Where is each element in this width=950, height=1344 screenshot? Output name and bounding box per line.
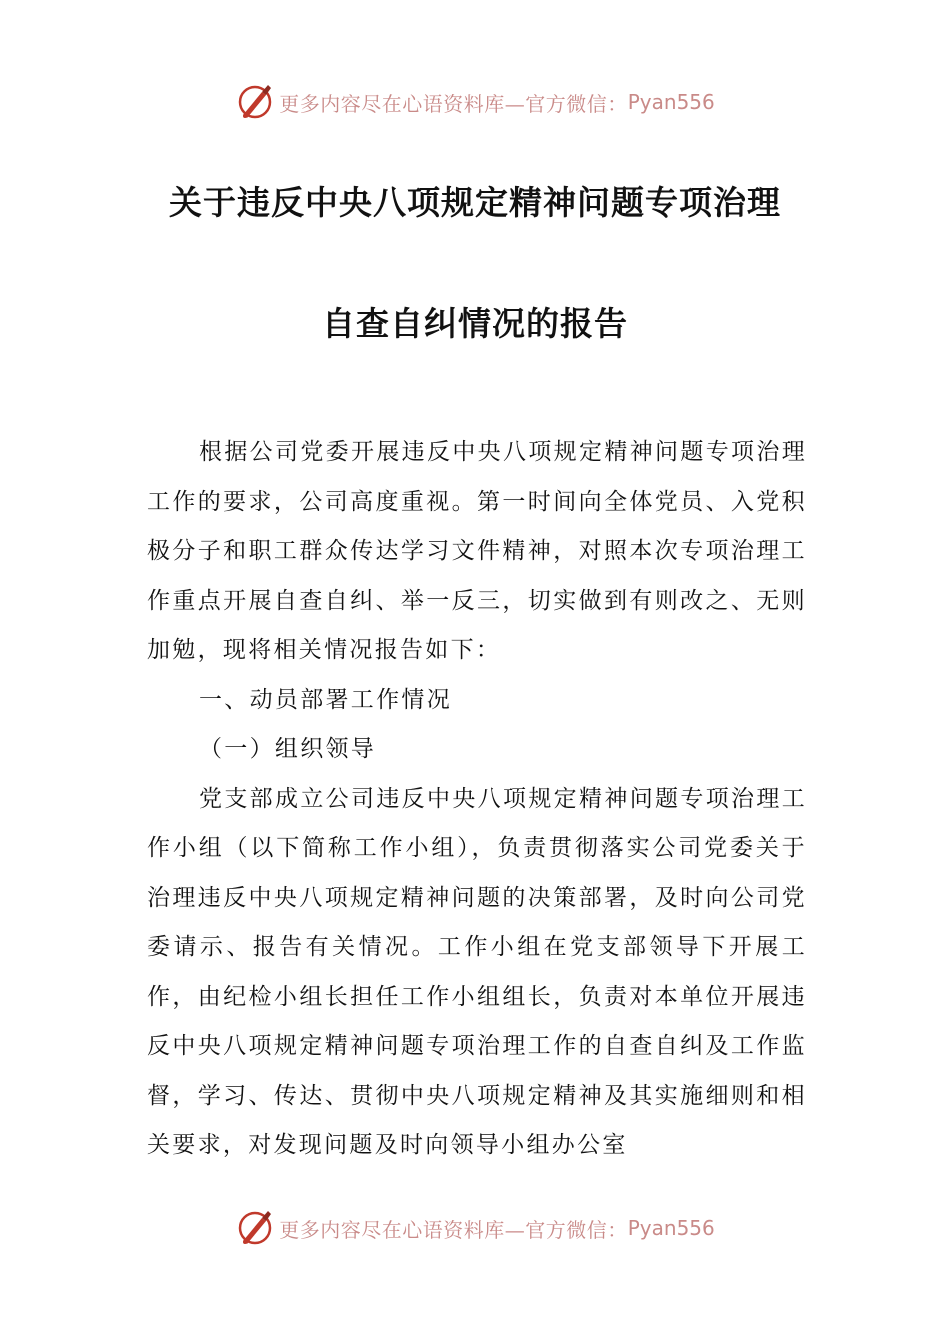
footer-watermark-banner — [0, 1206, 950, 1250]
promo-text: 更多内容尽在心语资料库—官方微信： — [279, 1217, 628, 1242]
document-title-line-2: 自查自纠情况的报告 — [322, 304, 628, 343]
section-heading: 一、动员部署工作情况 — [199, 686, 452, 713]
document-title-line-1: 关于违反中央八项规定精神问题专项治理 — [169, 183, 781, 222]
promo-text: 更多内容尽在心语资料库—官方微信： — [279, 91, 628, 116]
subsection-heading: （一）组织领导 — [199, 736, 377, 762]
pen-logo-icon — [235, 1208, 275, 1248]
header-watermark-banner — [0, 80, 950, 124]
body-paragraph: 党支部成立公司违反中央八项规定精神问题专项治理工作小组（以下简称工作小组），负责贯彻落实公司党委关于治理违反中央八项规定精神问题的决策部署，及时向公司党委请示、报告有关情况。工作小组在党支部领导下开展工作，由纪检小组长担任工作小组组长，负责对本单位开展违反中央八项规定精神问题专项治理工作的自查自纠及工作监督，学习、传达、贯彻中央八项规定精神及其实施细则和相关要求，对发现问题及时向领导小组办公室 — [147, 785, 807, 1158]
document-body — [147, 428, 807, 1171]
wechat-id: Pyan556 — [627, 1216, 715, 1240]
pen-logo-icon — [235, 82, 275, 122]
body-paragraph: 根据公司党委开展违反中央八项规定精神问题专项治理工作的要求，公司高度重视。第一时间向全体党员、入党积极分子和职工群众传达学习文件精神，对照本次专项治理工作重点开展自查自纠、举一反三，切实做到有则改之、无则加勉，现将相关情况报告如下： — [147, 439, 807, 663]
wechat-id: Pyan556 — [627, 90, 715, 114]
